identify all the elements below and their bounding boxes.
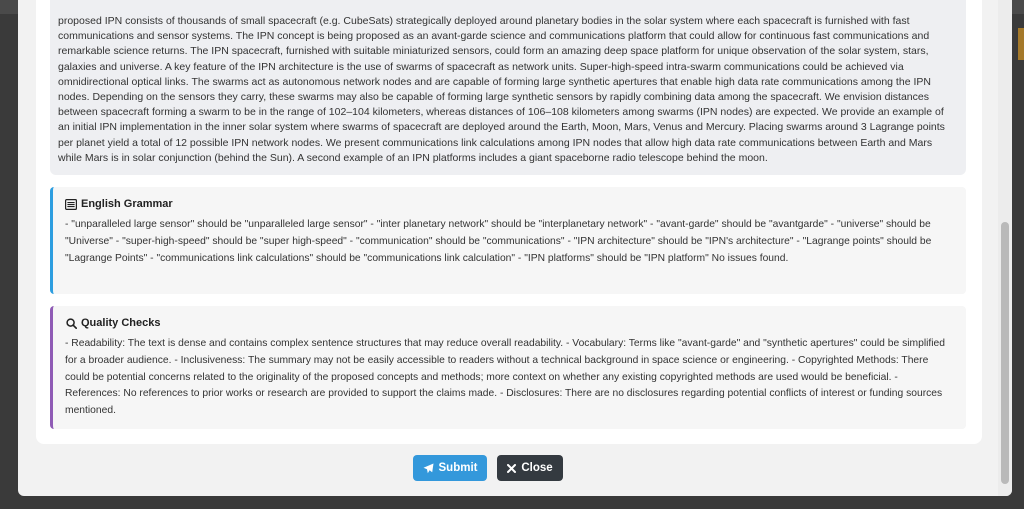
review-modal: [18, 0, 1012, 496]
abstract-text: proposed IPN consists of thousands of small spacecraft (e.g. CubeSats) strategically deployed around planetary bodies in the solar system where each spacecraft is furnished with fast communications and sensor systems. The IPN concept is being proposed as an avant-garde science and communications platform that could allow for continuous fast communications and remarkable science returns. The IPN spacecraft, furnished with suitable miniaturized sensors, could form an amazing deep space platform for unique observation of the solar system, stars, galaxies and universe. A key feature of the IPN architecture is the use of swarms of spacecraft as network units. Super-high-speed intra-swarm communications could be achieved via omnidirectional optical links. The swarms act as autonomous network nodes and are capable of forming large synthetic apertures that enable high data rate communications among the IPN nodes. Depending on the sensors they carry, these swarms may also be capable of forming large synthetic sensors by rapidly combining data among the spacecraft. We envision distances between spacecraft forming a swarm to be in the range of 102–104 kilometers, whereas distances of 106–108 kilometers among swarms (IPN nodes) are expected. We provide an example of an initial IPN implementation in the inner solar system where swarms of spacecraft are deployed around the Earth, Moon, Mars, Venus and Mercury. Placing swarms around 3 Lagrange points per planet yield a total of 12 possible IPN network nodes. We present communications link calculations among IPN nodes that allow high data rate communications between Earth and Mars while Mars is in solar conjunction (behind the Sun). A second example of an IPN platforms includes a giant spaceborne radio telescope behind the moon.: [58, 14, 945, 164]
grammar-section: [50, 187, 966, 294]
abstract-panel: [50, 0, 966, 175]
scrollbar-thumb[interactable]: [1001, 222, 1009, 484]
quality-text: - Readability: The text is dense and contains complex sentence structures that may reduce overall readability. - Vocabulary: Terms like "avant-garde" and "synthetic apertures" could be simplified for a broader audience. - Inclusiveness: The summary may not be easily accessible to readers without a technical background in space science or engineering. - Copyrighted Methods: There could be potential concerns related to the originality of the proposed concepts and methods; more context on whether any existing copyrighted methods are used would be beneficial. - References: No references to prior works or research are provided to support the claims made. - Disclosures: There are no disclosures regarding potential conflicts of interest or funding sources mentioned.: [65, 338, 946, 417]
modal-scrollbar[interactable]: [998, 0, 1012, 496]
close-button-label: Close: [521, 462, 553, 474]
submit-button-label: Submit: [438, 462, 478, 474]
list-alt-icon: [65, 198, 77, 210]
backdrop-accent-bar: [1018, 28, 1024, 60]
modal-footer: [18, 455, 998, 481]
grammar-title: [65, 196, 954, 212]
quality-title-label: Quality Checks: [81, 317, 161, 329]
quality-title: [65, 315, 954, 331]
results-card: [36, 0, 982, 444]
grammar-title-label: English Grammar: [81, 198, 173, 210]
grammar-text: - "unparalleled large sensor" should be "unparalleled large sensor" - "inter planetary network" should be "interplanetary network" - "avant-garde" should be "avantgarde" - "universe" should be "Universe" - "super-high-speed" should be "super high-speed" - "communication" should be "communications" - "IPN architecture" should be "IPN's architecture" - "Lagrange points" should be "Lagrange Points" - "communications link calculations" should be "communications link calculation" - "IPN platforms" should be "IPN platform" No issues found.: [65, 219, 932, 264]
close-button[interactable]: [497, 455, 563, 481]
quality-section: [50, 306, 966, 429]
search-icon: [65, 317, 77, 329]
close-icon: [507, 462, 516, 474]
submit-button[interactable]: [413, 455, 487, 481]
modal-body: [18, 0, 998, 496]
paper-plane-icon: [423, 462, 434, 474]
